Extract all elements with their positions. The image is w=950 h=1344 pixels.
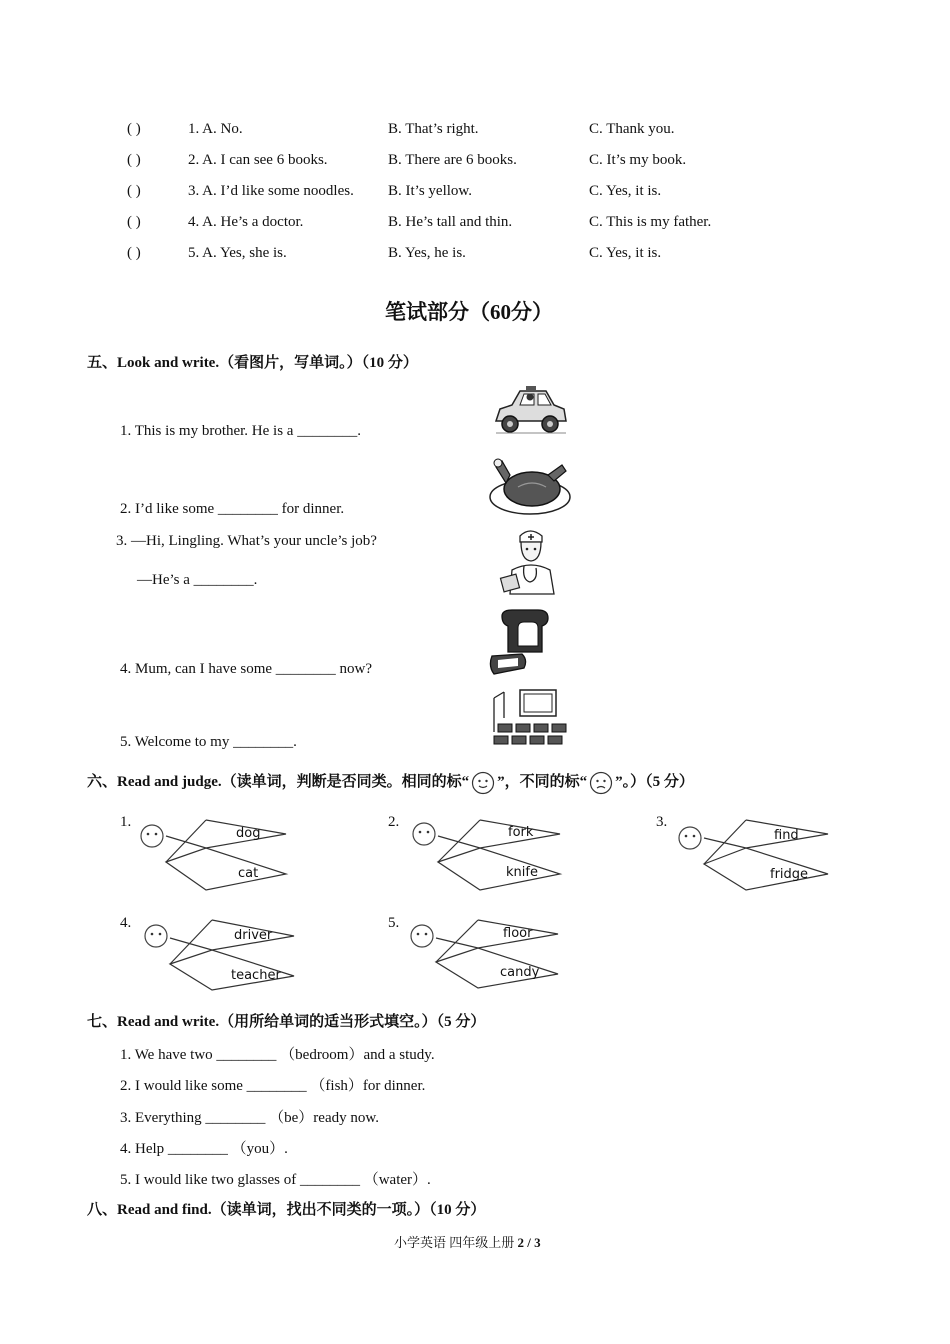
judge-word-bottom: candy bbox=[500, 965, 540, 980]
section5-item-4: 4. Mum, can I have some ________ now? bbox=[120, 661, 373, 677]
classroom-icon bbox=[490, 688, 570, 748]
option-c: C. Yes, it is. bbox=[589, 245, 662, 261]
answer-paren: ( ) bbox=[127, 214, 141, 230]
section5-item-2: 2. I’d like some ________ for dinner. bbox=[120, 501, 345, 517]
option-b: B. That’s right. bbox=[388, 121, 479, 137]
judge-word-top: find bbox=[774, 828, 799, 843]
judge-item-number: 1. bbox=[120, 814, 132, 830]
judge-item-4-diagram bbox=[140, 916, 300, 996]
judge-word-bottom: cat bbox=[238, 866, 259, 881]
option-a: 3. A. I’d like some noodles. bbox=[188, 183, 354, 199]
section5-item-1: 1. This is my brother. He is a ________. bbox=[120, 423, 361, 439]
judge-word-bottom: knife bbox=[506, 865, 538, 880]
doctor-icon bbox=[500, 528, 560, 596]
option-c: C. Thank you. bbox=[589, 121, 675, 137]
section6-title-pre: 六、Read and judge.（读单词，判断是否同类。相同的标“ bbox=[87, 774, 470, 790]
option-a: 2. A. I can see 6 books. bbox=[188, 152, 328, 168]
bread-icon bbox=[488, 610, 554, 676]
roast-chicken-icon bbox=[488, 455, 572, 517]
judge-item-5-diagram bbox=[406, 916, 566, 996]
option-b: B. Yes, he is. bbox=[388, 245, 466, 261]
option-b: B. There are 6 books. bbox=[388, 152, 517, 168]
section6-title bbox=[87, 770, 694, 795]
section7-title: 七、Read and write.（用所给单词的适当形式填空。）（5 分） bbox=[87, 1014, 486, 1030]
judge-word-top: dog bbox=[236, 826, 261, 841]
section7-item-2: 2. I would like some ________ （fish）for dinner. bbox=[120, 1078, 426, 1094]
taxi-driver-car-icon bbox=[490, 383, 568, 439]
judge-item-number: 5. bbox=[388, 915, 400, 931]
option-c: C. This is my father. bbox=[589, 214, 712, 230]
judge-item-3-diagram bbox=[674, 816, 834, 896]
judge-item-2-diagram bbox=[406, 816, 566, 896]
section7-item-5: 5. I would like two glasses of ________ （water）. bbox=[120, 1172, 431, 1188]
section5-item-3-answer: —He’s a ________. bbox=[137, 572, 258, 588]
option-b: B. He’s tall and thin. bbox=[388, 214, 513, 230]
judge-word-top: floor bbox=[503, 926, 533, 941]
answer-paren: ( ) bbox=[127, 152, 141, 168]
answer-paren: ( ) bbox=[127, 121, 141, 137]
face-circle-icon bbox=[141, 825, 163, 847]
footer-text: 小学英语 四年级上册 bbox=[394, 1235, 518, 1250]
section8-title: 八、Read and find.（读单词，找出不同类的一项。）（10 分） bbox=[87, 1202, 486, 1218]
page-number: 2 / 3 bbox=[517, 1235, 541, 1250]
page-footer bbox=[394, 1232, 541, 1251]
section5-title: 五、Look and write.（看图片，写单词。）（10 分） bbox=[87, 355, 418, 371]
judge-word-bottom: fridge bbox=[770, 867, 809, 882]
answer-paren: ( ) bbox=[127, 183, 141, 199]
written-part-heading: 笔试部分（60分） bbox=[385, 300, 553, 324]
option-a: 5. A. Yes, she is. bbox=[188, 245, 287, 261]
section7-item-4: 4. Help ________ （you）. bbox=[120, 1141, 288, 1157]
judge-word-top: driver bbox=[234, 928, 273, 943]
section5-item-3: 3. —Hi, Lingling. What’s your uncle’s job? bbox=[116, 533, 377, 549]
section7-item-3: 3. Everything ________ （be）ready now. bbox=[120, 1110, 379, 1126]
option-a: 4. A. He’s a doctor. bbox=[188, 214, 304, 230]
judge-item-number: 3. bbox=[656, 814, 668, 830]
option-a: 1. A. No. bbox=[188, 121, 243, 137]
judge-word-bottom: teacher bbox=[231, 968, 281, 983]
section7-item-1: 1. We have two ________ （bedroom）and a study. bbox=[120, 1047, 435, 1063]
answer-paren: ( ) bbox=[127, 245, 141, 261]
option-b: B. It’s yellow. bbox=[388, 183, 473, 199]
section6-title-mid: ”，不同的标“ bbox=[497, 774, 588, 790]
option-c: C. It’s my book. bbox=[589, 152, 687, 168]
section5-item-5: 5. Welcome to my ________. bbox=[120, 734, 297, 750]
sad-face-icon bbox=[589, 771, 613, 795]
judge-item-1-diagram bbox=[138, 816, 298, 896]
judge-word-top: fork bbox=[508, 825, 534, 840]
option-c: C. Yes, it is. bbox=[589, 183, 662, 199]
judge-item-number: 2. bbox=[388, 814, 400, 830]
judge-item-number: 4. bbox=[120, 915, 132, 931]
smiley-face-icon bbox=[471, 771, 495, 795]
section6-title-post: ”。）（5 分） bbox=[615, 774, 694, 790]
